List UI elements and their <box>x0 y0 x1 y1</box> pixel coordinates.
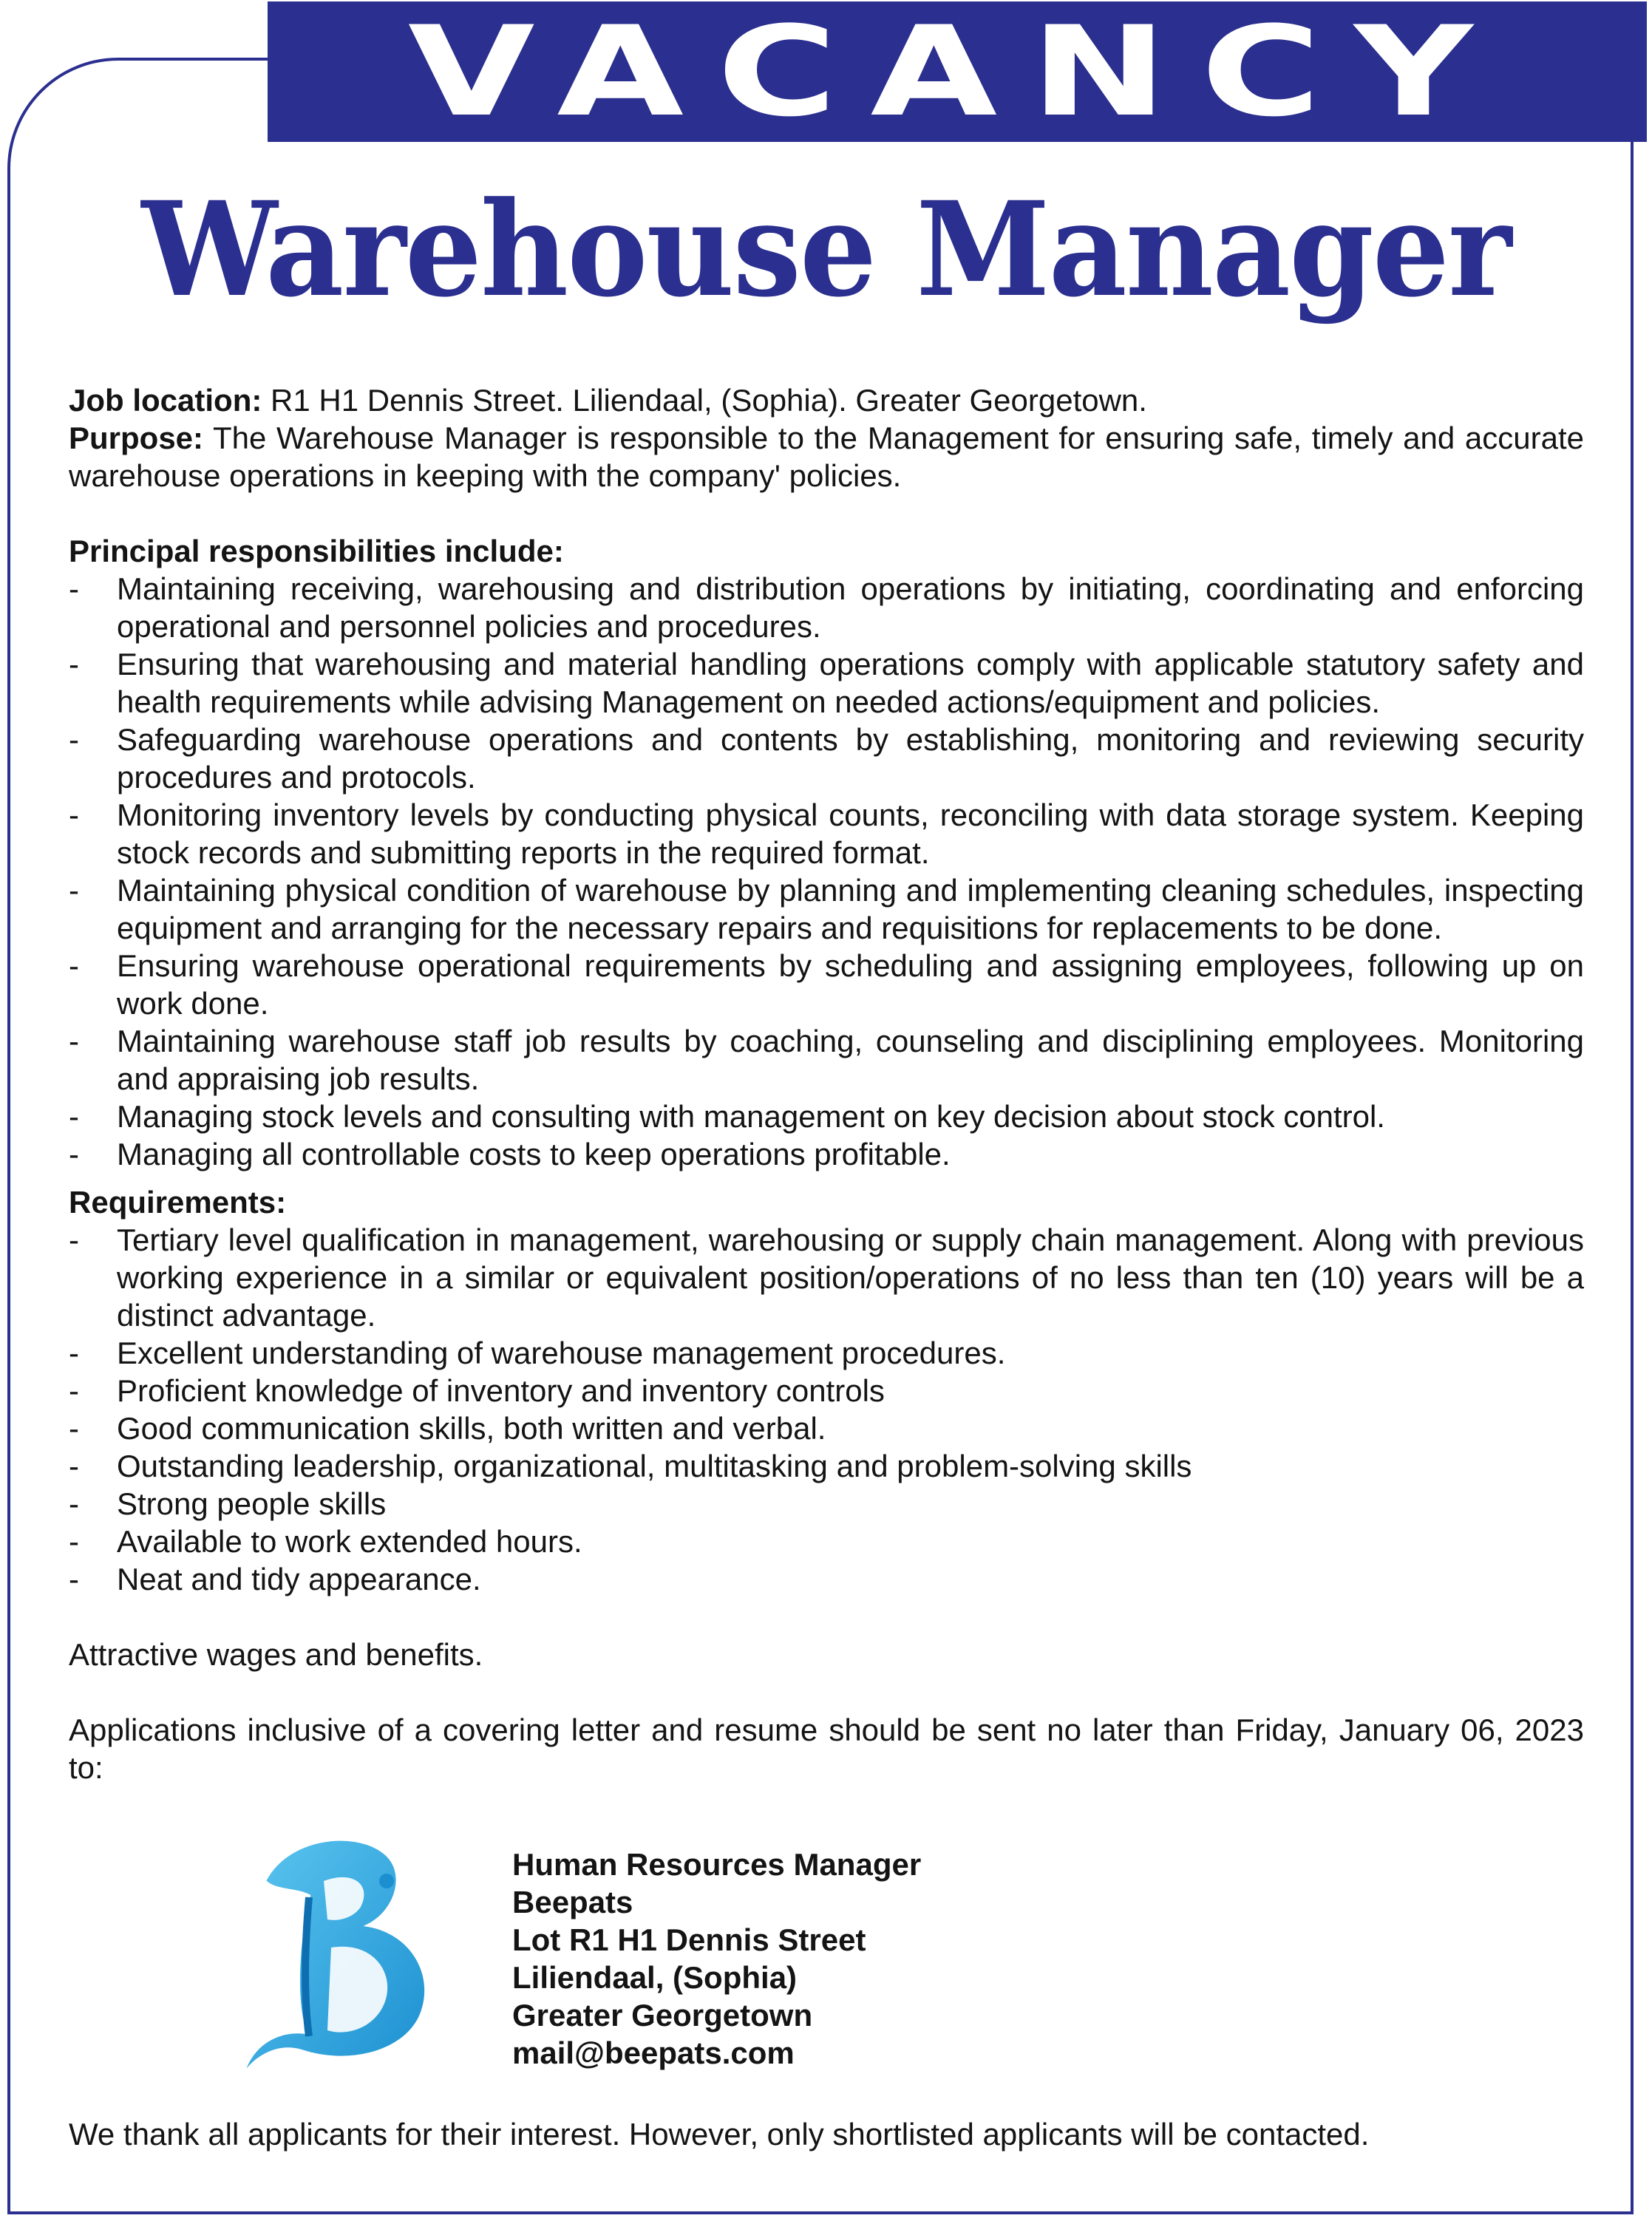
requirements-item-text: Strong people skills <box>117 1486 387 1521</box>
address-line: Lot R1 H1 Dennis Street <box>512 1922 866 1957</box>
purpose-text: The Warehouse Manager is responsible to the Management for ensuring safe, timely and accurate warehouse operations in keeping with the company' policies. <box>69 421 1584 493</box>
responsibilities-item-text: Maintaining warehouse staff job results by coaching, counseling and disciplining employees. Monitoring and appraising job results. <box>117 1024 1584 1096</box>
responsibilities-item-text: Managing all controllable costs to keep operations profitable. <box>117 1137 951 1171</box>
application-instructions: Applications inclusive of a covering letter and resume should be sent no later than Friday, January 06, 2023 to: <box>69 1712 1584 1785</box>
job-title: Warehouse Manager <box>141 173 1511 326</box>
requirements-item <box>69 1409 1584 1447</box>
bullet-dash: - <box>69 1449 79 1483</box>
address-line: Greater Georgetown <box>512 1998 813 2033</box>
bullet-dash: - <box>69 1411 79 1446</box>
purpose-paragraph <box>69 419 1584 494</box>
bullet-dash: - <box>69 722 79 757</box>
bullet-dash: - <box>69 1373 79 1408</box>
job-location-label: Job location: <box>69 383 262 418</box>
requirements-item <box>69 1372 1584 1409</box>
closing-note: We thank all applicants for their interest. However, only shortlisted applicants will be contacted. <box>69 2117 1370 2152</box>
bullet-dash: - <box>69 1524 79 1559</box>
bullet-dash: - <box>69 1562 79 1596</box>
responsibilities-list <box>69 570 1584 1173</box>
bullet-dash: - <box>69 571 79 606</box>
bullet-dash: - <box>69 1222 79 1257</box>
requirements-item-text: Excellent understanding of warehouse management procedures. <box>117 1336 1006 1370</box>
job-location-line <box>69 381 1584 419</box>
responsibilities-item-text: Monitoring inventory levels by conducting physical counts, reconciling with data storage system. Keeping stock records and submitting reports in the required format. <box>117 797 1584 870</box>
requirements-list <box>69 1221 1584 1598</box>
requirements-item <box>69 1447 1584 1485</box>
bullet-dash: - <box>69 1099 79 1134</box>
responsibilities-item <box>69 645 1584 721</box>
requirements-item-text: Tertiary level qualification in management, warehousing or supply chain management. Along with previous working experience in a similar or equivalent position/operations of no less than ten (10) years will be a distinct advantage. <box>117 1222 1584 1333</box>
responsibilities-item-text: Safeguarding warehouse operations and contents by establishing, monitoring and reviewing security procedures and protocols. <box>117 722 1584 795</box>
responsibilities-item <box>69 947 1584 1022</box>
purpose-label: Purpose: <box>69 421 204 455</box>
responsibilities-item-text: Maintaining receiving, warehousing and distribution operations by initiating, coordinating and enforcing operational and personnel policies and procedures. <box>117 571 1584 644</box>
beepats-logo <box>235 1829 457 2081</box>
requirements-item-text: Good communication skills, both written and verbal. <box>117 1411 826 1446</box>
requirements-item <box>69 1485 1584 1523</box>
responsibilities-item-text: Ensuring warehouse operational requirements by scheduling and assigning employees, following up on work done. <box>117 948 1584 1021</box>
responsibilities-heading: Principal responsibilities include: <box>69 534 564 568</box>
benefits-text: Attractive wages and benefits. <box>69 1637 483 1672</box>
responsibilities-item <box>69 796 1584 871</box>
bullet-dash: - <box>69 1137 79 1171</box>
requirements-item <box>69 1523 1584 1560</box>
requirements-item <box>69 1560 1584 1598</box>
responsibilities-item <box>69 721 1584 796</box>
responsibilities-item <box>69 1022 1584 1098</box>
bullet-dash: - <box>69 1024 79 1058</box>
vacancy-banner <box>268 1 1647 142</box>
responsibilities-item <box>69 1098 1584 1135</box>
responsibilities-item-text: Managing stock levels and consulting with management on key decision about stock control. <box>117 1099 1385 1134</box>
requirements-item-text: Outstanding leadership, organizational, multitasking and problem-solving skills <box>117 1449 1192 1483</box>
responsibilities-item <box>69 871 1584 947</box>
bullet-dash: - <box>69 647 79 681</box>
bullet-dash: - <box>69 797 79 832</box>
bullet-dash: - <box>69 873 79 908</box>
bullet-dash: - <box>69 948 79 983</box>
responsibilities-item <box>69 570 1584 645</box>
address-line: Human Resources Manager <box>512 1847 922 1882</box>
responsibilities-item-text: Ensuring that warehousing and material handling operations comply with applicable statutory safety and health requirements while advising Management on needed actions/equipment and policies. <box>117 647 1584 719</box>
address-line: Liliendaal, (Sophia) <box>512 1960 798 1995</box>
vacancy-banner-text: VACANCY <box>408 0 1506 144</box>
requirements-item <box>69 1334 1584 1372</box>
bullet-dash: - <box>69 1486 79 1521</box>
requirements-item-text: Proficient knowledge of inventory and inventory controls <box>117 1373 885 1408</box>
address-line: Beepats <box>512 1885 633 1919</box>
responsibilities-item <box>69 1135 1584 1173</box>
requirements-item-text: Neat and tidy appearance. <box>117 1562 481 1596</box>
job-location-value: R1 H1 Dennis Street. Liliendaal, (Sophia). Greater Georgetown. <box>271 383 1147 418</box>
requirements-item-text: Available to work extended hours. <box>117 1524 582 1559</box>
contact-email: mail@beepats.com <box>512 2035 795 2070</box>
ad-body <box>69 381 1584 1786</box>
requirements-item <box>69 1221 1584 1334</box>
responsibilities-item-text: Maintaining physical condition of warehouse by planning and implementing cleaning schedules, inspecting equipment and arranging for the necessary repairs and requisitions for replacements to be done. <box>117 873 1584 945</box>
contact-address <box>512 1846 921 2072</box>
requirements-heading: Requirements: <box>69 1185 287 1220</box>
bullet-dash: - <box>69 1336 79 1370</box>
